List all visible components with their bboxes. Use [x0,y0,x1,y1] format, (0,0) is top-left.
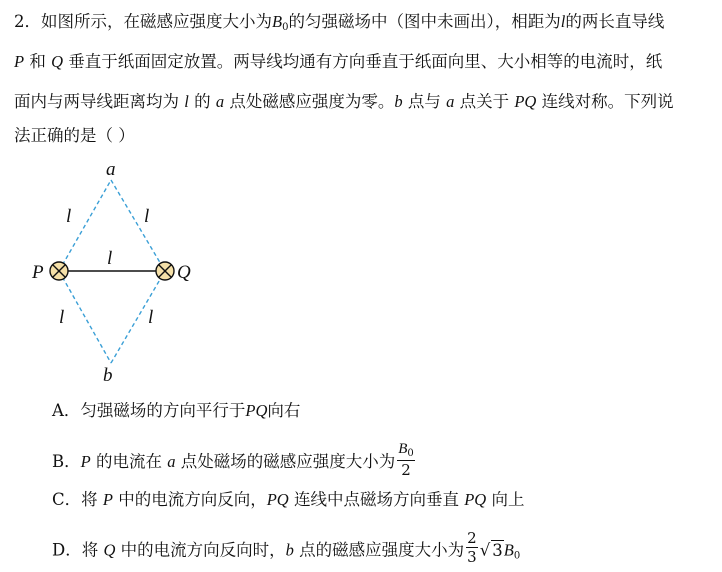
numerator-B: B [398,441,408,457]
label-l-upper-left: l [66,206,72,227]
option-text: 点处磁场的磁感应强度大小为 [180,452,396,471]
stem-text: 垂直于纸面固定放置。两导线均通有方向垂直于纸面向里、大小相等的电流时，纸 [68,52,663,71]
numerator: 2 [467,529,477,547]
symbol-l: l [184,92,189,111]
symbol-Q: Q [51,52,64,71]
stem-text: 的匀强磁场中（图中未画出），相距为 [288,12,561,31]
option-text: 匀强磁场的方向平行于 [80,401,246,420]
option-text: 的电流在 [95,452,162,471]
symbol-PQ: PQ [514,92,537,111]
wire-P-icon [50,262,68,280]
symbol-PQ: PQ [245,401,268,420]
option-text: 点的磁感应强度大小为 [299,540,465,560]
subscript-0: 0 [407,448,414,459]
symbol-l: l [560,12,566,31]
sqrt-argument: 3 [492,540,503,560]
label-b: b [103,365,113,386]
label-a: a [106,159,116,180]
dashed-line-a-Q [111,180,165,271]
denominator: 3 [467,548,477,566]
stem-text: 的两长直导线 [565,12,665,31]
stem-text: 的 [194,92,211,111]
option-text: 向右 [267,401,301,420]
option-D[interactable] [52,529,521,568]
subscript-0: 0 [282,22,289,33]
stem-text: 连线对称。下列说 [541,92,674,111]
symbol-Q: Q [103,540,116,560]
question-number: 2． [14,12,41,31]
symbol-a: a [215,92,225,111]
fraction-2-over-3 [466,531,478,565]
stem-text: 点关于 [459,92,510,111]
option-letter: D． [52,540,82,560]
option-text: 向上 [491,490,525,509]
label-P: P [32,262,44,283]
symbol-P: P [102,490,113,509]
fraction-B0-over-2 [397,441,415,478]
option-text: 中的电流方向反向， [118,490,267,509]
wire-Q-icon [156,262,174,280]
symbol-B: B [503,540,514,560]
symbol-b: b [285,540,294,560]
stem-text: 和 [29,52,46,71]
symbol-a: a [446,92,455,111]
option-text: 连线中点磁场方向垂直 [293,490,459,509]
option-C[interactable] [52,490,524,510]
dashed-line-b-Q [111,271,165,363]
denominator: 2 [401,461,411,479]
option-letter: A． [52,401,81,420]
label-Q: Q [177,262,191,283]
option-letter: C． [52,490,82,509]
stem-text: 点与 [407,92,441,111]
label-l-lower-right: l [148,307,154,328]
option-text: 将 [81,490,98,509]
symbol-b: b [394,92,403,111]
option-B[interactable] [52,441,417,481]
dashed-line-P-b [59,271,111,363]
field-symbol-B: B [272,12,283,31]
label-l-middle: l [107,248,113,269]
option-letter: B． [52,452,81,471]
stem-text: 面内与两导线距离均为 [14,92,179,111]
symbol-PQ: PQ [266,490,289,509]
option-text: 将 [81,540,99,560]
symbol-PQ: PQ [464,490,487,509]
stem-text: 如图所示，在磁感应强度大小为 [41,12,272,31]
symbol-P: P [80,452,91,471]
option-A[interactable] [52,401,300,421]
symbol-P: P [14,52,25,71]
sqrt-sign: √ [479,540,491,560]
label-l-lower-left: l [59,307,65,328]
stem-text: 法正确的是（ ） [14,126,135,145]
option-text: 中的电流方向反向时， [120,540,286,560]
label-l-upper-right: l [144,206,150,227]
symbol-a: a [167,452,176,471]
subscript-0: 0 [513,550,521,562]
stem-text: 点处磁感应强度为零。 [229,92,395,111]
